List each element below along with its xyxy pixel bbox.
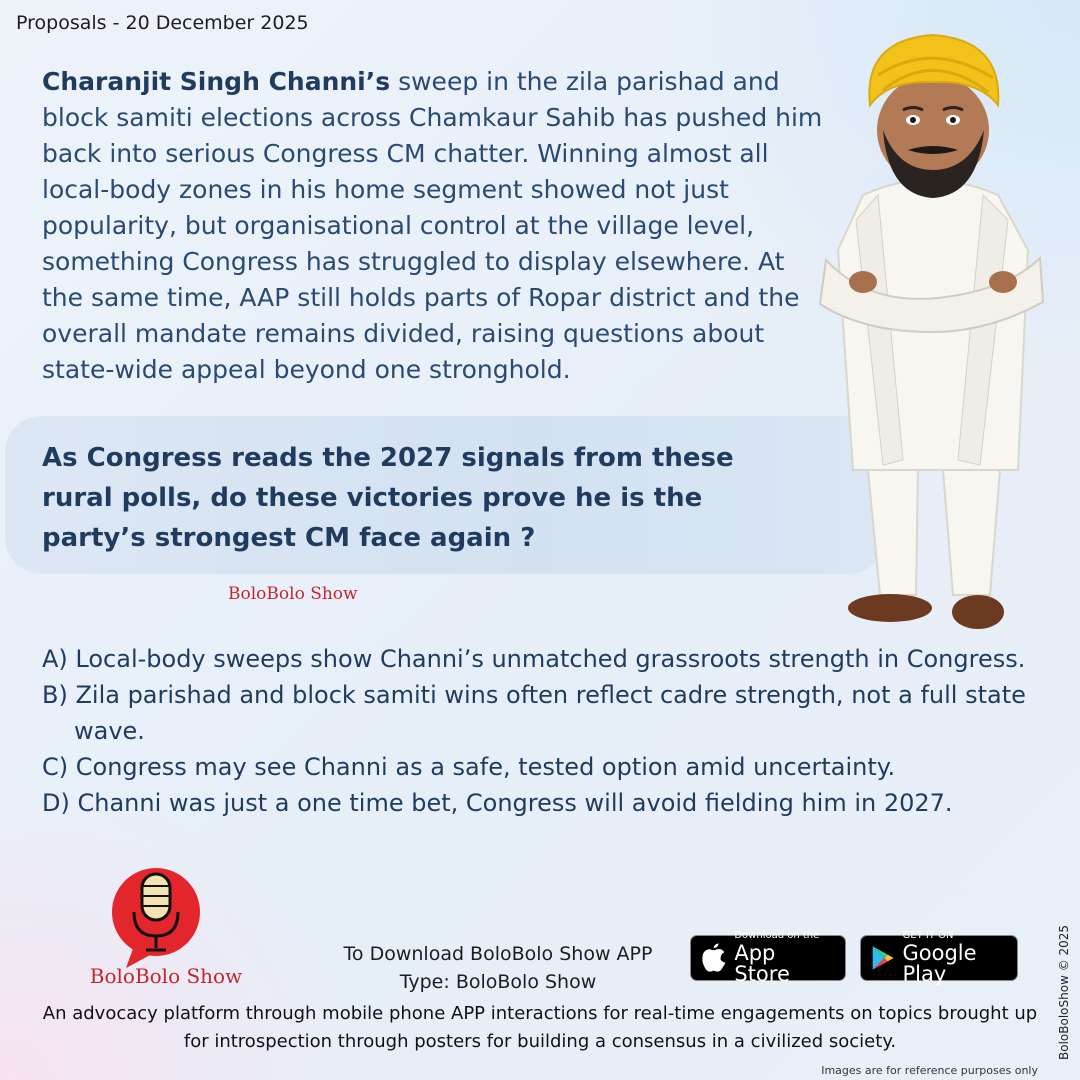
- app-store-button[interactable]: [690, 930, 846, 986]
- intro-paragraph: [42, 64, 832, 388]
- app-store-label: App Store: [734, 941, 790, 986]
- app-store-caption: Download on the: [734, 930, 820, 941]
- option-b[interactable]: B) Zila parishad and block samiti wins often reflect cadre strength, not a full state wave.: [42, 681, 1026, 745]
- google-play-caption: GET IT ON: [902, 930, 954, 941]
- copyright-credit: BoloBoloShow © 2025: [1057, 924, 1071, 1060]
- intro-name: Charanjit Singh Channi’s: [42, 67, 391, 96]
- download-line-2: Type: BoloBolo Show: [399, 971, 597, 993]
- brand-logo-text: BoloBolo Show: [89, 964, 243, 988]
- answer-options: [42, 641, 1042, 821]
- option-d[interactable]: D) Channi was just a one time bet, Congress will avoid fielding him in 2027.: [42, 789, 953, 817]
- google-play-button[interactable]: [860, 930, 1018, 986]
- option-a[interactable]: A) Local-body sweeps show Channi’s unmatched grassroots strength in Congress.: [42, 645, 1026, 673]
- mission-statement: An advocacy platform through mobile phone APP interactions for real-time engagements on topics brought up for introspection through posters for building a consensus in a civilized society.: [42, 1003, 1038, 1052]
- google-play-label: Google Play: [902, 941, 977, 986]
- watermark-brand: BoloBolo Show: [228, 584, 358, 604]
- apple-icon: [701, 943, 726, 973]
- download-instructions: [320, 940, 676, 996]
- download-line-1: To Download BoloBolo Show APP: [343, 943, 653, 965]
- option-c[interactable]: C) Congress may see Channi as a safe, tested option amid uncertainty.: [42, 753, 896, 781]
- google-play-icon: [871, 943, 895, 973]
- intro-text: sweep in the zila parishad and block samiti elections across Chamkaur Sahib has pushed him back into serious Congress CM chatter. Winning almost all local-body zones in his home segment showed not just popularity, but organisational control at the village level, something Congress has struggled to display elsewhere. At the same time, AAP still holds parts of Ropar district and the overall mandate remains divided, raising questions about state-wide appeal beyond one stronghold.: [42, 67, 823, 384]
- post-date: Proposals - 20 December 2025: [16, 12, 309, 34]
- image-disclaimer: Images are for reference purposes only: [821, 1064, 1038, 1077]
- poll-question: As Congress reads the 2027 signals from these rural polls, do these victories prove he is the party’s strongest CM face again ?: [42, 443, 734, 553]
- politician-illustration: [808, 20, 1058, 640]
